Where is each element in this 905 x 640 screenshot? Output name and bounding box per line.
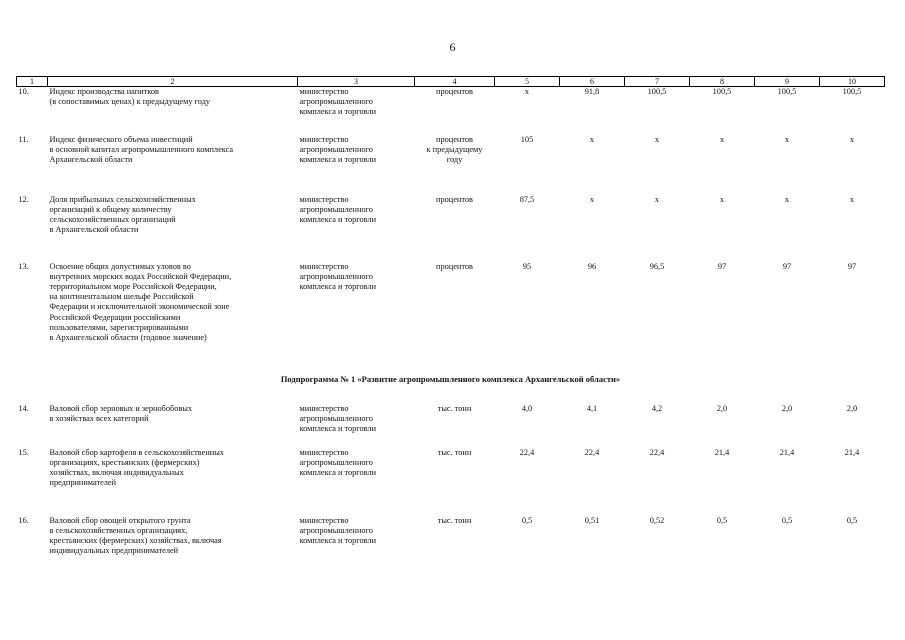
table-row	[17, 516, 885, 576]
row-number: 12.	[18, 195, 29, 204]
indicator-name: Освоение общих допустимых уловов во внутренних морских водах Российской Федерации, территориальном море Российской Федерации, на континентальном шельфе Российской Федерации и исключительной экономической зоне Российской Федерации российскими пользователями, зарегистрированными в Архангельской области (годовое значение)	[49, 262, 232, 342]
header-cell: 3	[298, 77, 415, 87]
value-cell: 4,2	[651, 404, 663, 413]
header-cell: 10	[820, 77, 885, 87]
table-row	[17, 262, 885, 369]
value-cell: 97	[782, 262, 792, 271]
responsible-executor: министерство агропромышленного комплекса и торговли	[299, 262, 377, 292]
responsible-executor: министерство агропромышленного комплекса и торговли	[299, 87, 377, 117]
section-row	[17, 369, 885, 404]
subprogram-title: Подпрограмма № 1 «Развитие агропромышленного комплекса Архангельской области»	[280, 374, 621, 384]
unit-of-measure: тыс. тонн	[437, 448, 472, 457]
table-row	[17, 135, 885, 195]
header-cell: 2	[48, 77, 298, 87]
value-cell: 2,0	[716, 404, 728, 413]
indicators-table	[16, 76, 885, 576]
value-cell: 96	[587, 262, 597, 271]
value-cell: 0,51	[584, 516, 600, 525]
value-cell: 105	[520, 135, 534, 144]
row-number: 10.	[18, 87, 29, 96]
value-cell: 0,52	[649, 516, 665, 525]
value-cell: 22,4	[584, 448, 600, 457]
value-cell: 2,0	[846, 404, 858, 413]
value-cell: 100,5	[712, 87, 732, 96]
unit-of-measure: тыс. тонн	[437, 516, 472, 525]
value-cell: х	[589, 195, 595, 204]
unit-of-measure: процентов	[436, 87, 473, 96]
value-cell: 97	[717, 262, 727, 271]
header-cell: 6	[560, 77, 625, 87]
unit-of-measure: процентов к предыдущему году	[426, 135, 483, 165]
header-cell: 1	[17, 77, 48, 87]
value-cell: 4,0	[521, 404, 533, 413]
responsible-executor: министерство агропромышленного комплекса и торговли	[299, 195, 377, 225]
column-number-header	[17, 77, 885, 87]
value-cell: х	[654, 135, 660, 144]
table-row	[17, 448, 885, 516]
responsible-executor: министерство агропромышленного комплекса и торговли	[299, 516, 377, 546]
indicator-name: Индекс физического объема инвестиций в основной капитал агропромышленного комплекса Архангельской области	[49, 135, 234, 165]
value-cell: х	[849, 195, 855, 204]
value-cell: 100,5	[842, 87, 862, 96]
header-cell: 5	[495, 77, 560, 87]
unit-of-measure: процентов	[436, 262, 473, 271]
value-cell: х	[784, 195, 790, 204]
value-cell: 96,5	[649, 262, 665, 271]
responsible-executor: министерство агропромышленного комплекса и торговли	[299, 135, 377, 165]
value-cell: 100,5	[777, 87, 797, 96]
header-cell: 8	[690, 77, 755, 87]
value-cell: 21,4	[714, 448, 730, 457]
value-cell: х	[589, 135, 595, 144]
table-row	[17, 404, 885, 448]
value-cell: 87,5	[519, 195, 535, 204]
value-cell: 91,8	[584, 87, 600, 96]
row-number: 15.	[18, 448, 29, 457]
unit-of-measure: тыс. тонн	[437, 404, 472, 413]
value-cell: 22,4	[519, 448, 535, 457]
value-cell: х	[719, 135, 725, 144]
value-cell: 100,5	[647, 87, 667, 96]
responsible-executor: министерство агропромышленного комплекса и торговли	[299, 448, 377, 478]
header-cell: 7	[625, 77, 690, 87]
responsible-executor: министерство агропромышленного комплекса и торговли	[299, 404, 377, 434]
value-cell: х	[784, 135, 790, 144]
indicator-name: Валовой сбор картофеля в сельскохозяйственных организациях, крестьянских (фермерских) хозяйствах, включая индивидуальных предпринимателей	[49, 448, 224, 488]
value-cell: 2,0	[781, 404, 793, 413]
value-cell: 0,5	[846, 516, 858, 525]
value-cell: х	[849, 135, 855, 144]
value-cell: х	[719, 195, 725, 204]
table-row	[17, 195, 885, 262]
indicator-name: Валовой сбор зерновых и зернобобовых в хозяйствах всех категорий	[49, 404, 192, 424]
header-cell: 9	[755, 77, 820, 87]
indicator-name: Валовой сбор овощей открытого грунта в сельскохозяйственных организациях, крестьянских (фермерских) хозяйствах, включая индивидуальных предпринимателей	[49, 516, 222, 556]
unit-of-measure: процентов	[436, 195, 473, 204]
value-cell: 97	[847, 262, 857, 271]
value-cell: 0,5	[716, 516, 728, 525]
value-cell: 21,4	[779, 448, 795, 457]
value-cell: 0,5	[521, 516, 533, 525]
table-row	[17, 87, 885, 136]
value-cell: 0,5	[781, 516, 793, 525]
row-number: 13.	[18, 262, 29, 271]
value-cell: 4,1	[586, 404, 598, 413]
value-cell: 21,4	[844, 448, 860, 457]
header-cell: 4	[415, 77, 495, 87]
indicator-name: Доля прибыльных сельскохозяйственных организаций к общему количеству сельскохозяйственных организаций в Архангельской области	[49, 195, 196, 235]
value-cell: х	[524, 87, 530, 96]
row-number: 14.	[18, 404, 29, 413]
page-number: 6	[449, 40, 456, 54]
value-cell: 22,4	[649, 448, 665, 457]
row-number: 11.	[18, 135, 29, 144]
row-number: 16.	[18, 516, 29, 525]
value-cell: х	[654, 195, 660, 204]
value-cell: 95	[522, 262, 532, 271]
indicator-name: Индекс производства напитков (в сопоставимых ценах) к предыдущему году	[49, 87, 211, 107]
